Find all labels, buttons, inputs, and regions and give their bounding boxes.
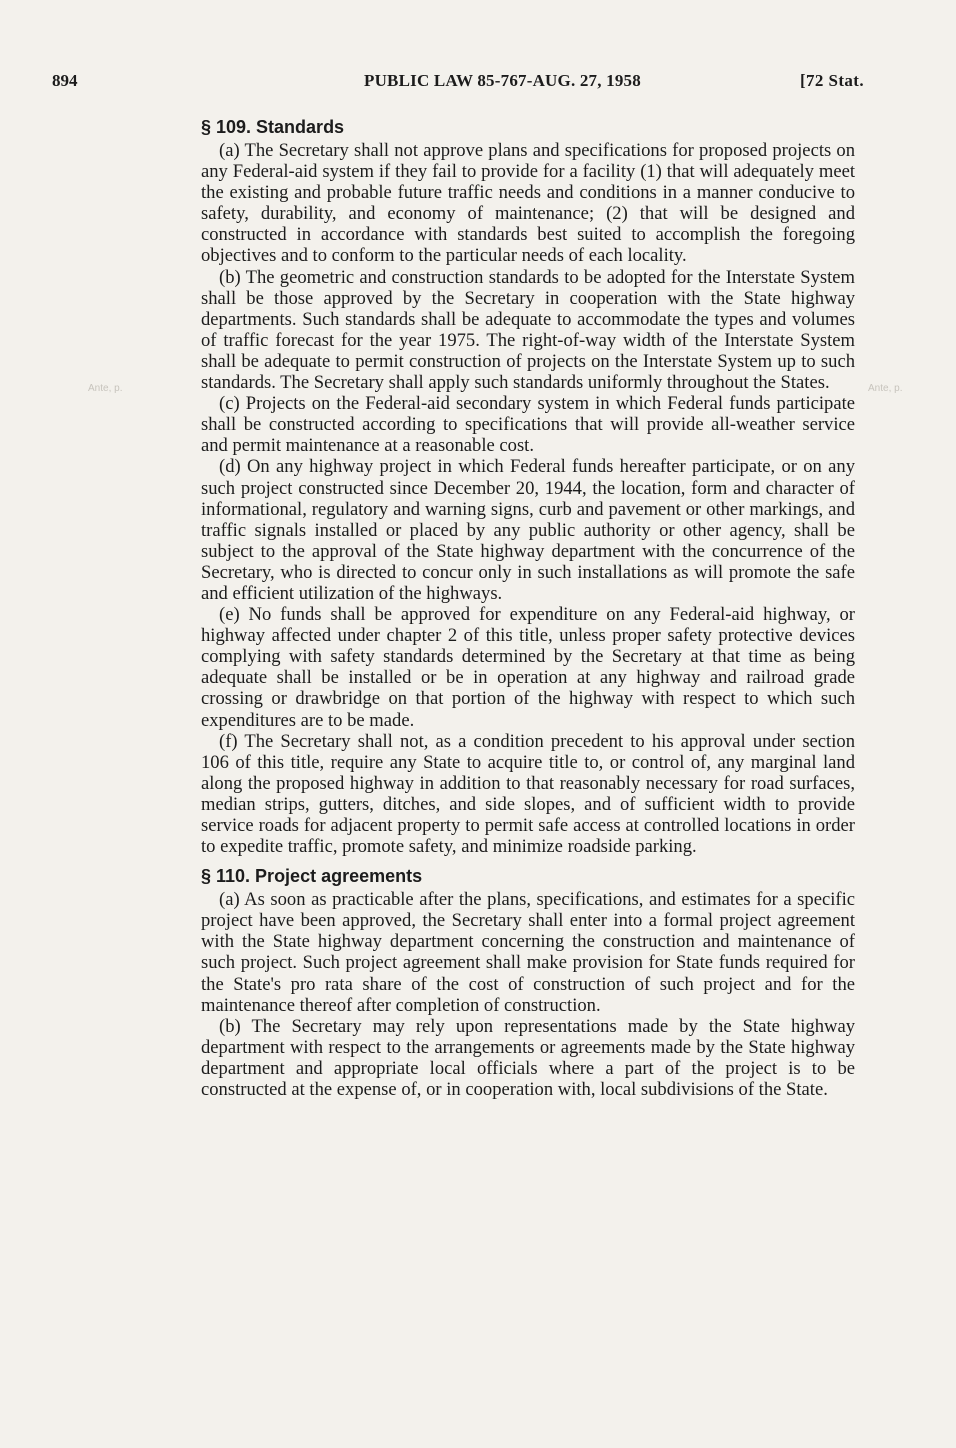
paragraph-109-e: (e) No funds shall be approved for expenditure on any Federal-aid highway, or highway affected under chapter 2 of this title, unless proper safety protective devices complying with safety standards determined by the Secretary at that time as being adequate shall be installed or be in operation at any highway and railroad grade crossing or drawbridge on that portion of the highway with respect to which such expenditures are to be made.: [201, 604, 855, 731]
page-body: [201, 116, 855, 1100]
section-heading-109: § 109. Standards: [201, 117, 345, 137]
paragraph-109-d: (d) On any highway project in which Federal funds hereafter participate, or on any such project constructed since December 20, 1944, the location, form and character of informational, regulatory and warning signs, curb and pavement or other markings, and traffic signals installed or placed by any public authority or other agency, shall be subject to the approval of the State highway department with the concurrence of the Secretary, who is directed to concur only in such installations as will promote the safe and efficient utilization of the highways.: [201, 456, 855, 604]
page-header: [52, 71, 864, 95]
statute-reference: [72 Stat.: [799, 71, 864, 90]
page-number: 894: [52, 71, 78, 90]
paragraph-109-f: (f) The Secretary shall not, as a condition precedent to his approval under section 106 of this title, require any State to acquire title to, or control of, any marginal land along the proposed highway in addition to that reasonably necessary for road surfaces, median strips, gutters, ditches, and side slopes, and of sufficient width to provide service roads for adjacent property to permit safe access at controlled locations in order to expedite traffic, promote safety, and minimize roadside parking.: [201, 730, 855, 858]
paragraph-109-b: (b) The geometric and construction standards to be adopted for the Interstate System shall be those approved by the Secretary in cooperation with the State highway departments. Such standards shall be adequate to accommodate the types and volumes of traffic forecast for the year 1975. The right-of-way width of the Interstate System shall be adequate to permit construction of projects on the Interstate System up to such standards. The Secretary shall apply such standards uniformly throughout the States.: [201, 266, 855, 394]
running-head: PUBLIC LAW 85-767-AUG. 27, 1958: [364, 71, 641, 90]
paragraph-110-b: (b) The Secretary may rely upon representations made by the State highway department with respect to the arrangements or agreements made by the State highway department and appropriate local officials where a part of the project is to be constructed at the expense of, or in cooperation with, local subdivisions of the State.: [201, 1015, 855, 1101]
section-heading-110: § 110. Project agreements: [201, 866, 423, 887]
show-through-note-left: Ante, p.: [88, 383, 123, 394]
paragraph-109-c: (c) Projects on the Federal-aid secondary system in which Federal funds participate shall be constructed according to specifications that will provide all-weather service and permit maintenance at a reasonable cost.: [201, 393, 855, 457]
paragraph-110-a: (a) As soon as practicable after the plans, specifications, and estimates for a specific project have been approved, the Secretary shall enter into a formal project agreement with the State highway department concerning the construction and maintenance of such project. Such project agreement shall make provision for State funds required for the State's pro rata share of the cost of construction of such project and for the maintenance thereof after completion of construction.: [201, 889, 855, 1016]
paragraph-109-a: (a) The Secretary shall not approve plans and specifications for proposed projects on any Federal-aid system if they fail to provide for a facility (1) that will adequately meet the existing and probable future traffic needs and conditions in a manner conducive to safety, durability, and economy of maintenance; (2) that will be designed and constructed in accordance with standards best suited to accomplish the foregoing objectives and to conform to the particular needs of each locality.: [201, 140, 855, 267]
show-through-note-right: Ante, p.: [868, 383, 903, 394]
